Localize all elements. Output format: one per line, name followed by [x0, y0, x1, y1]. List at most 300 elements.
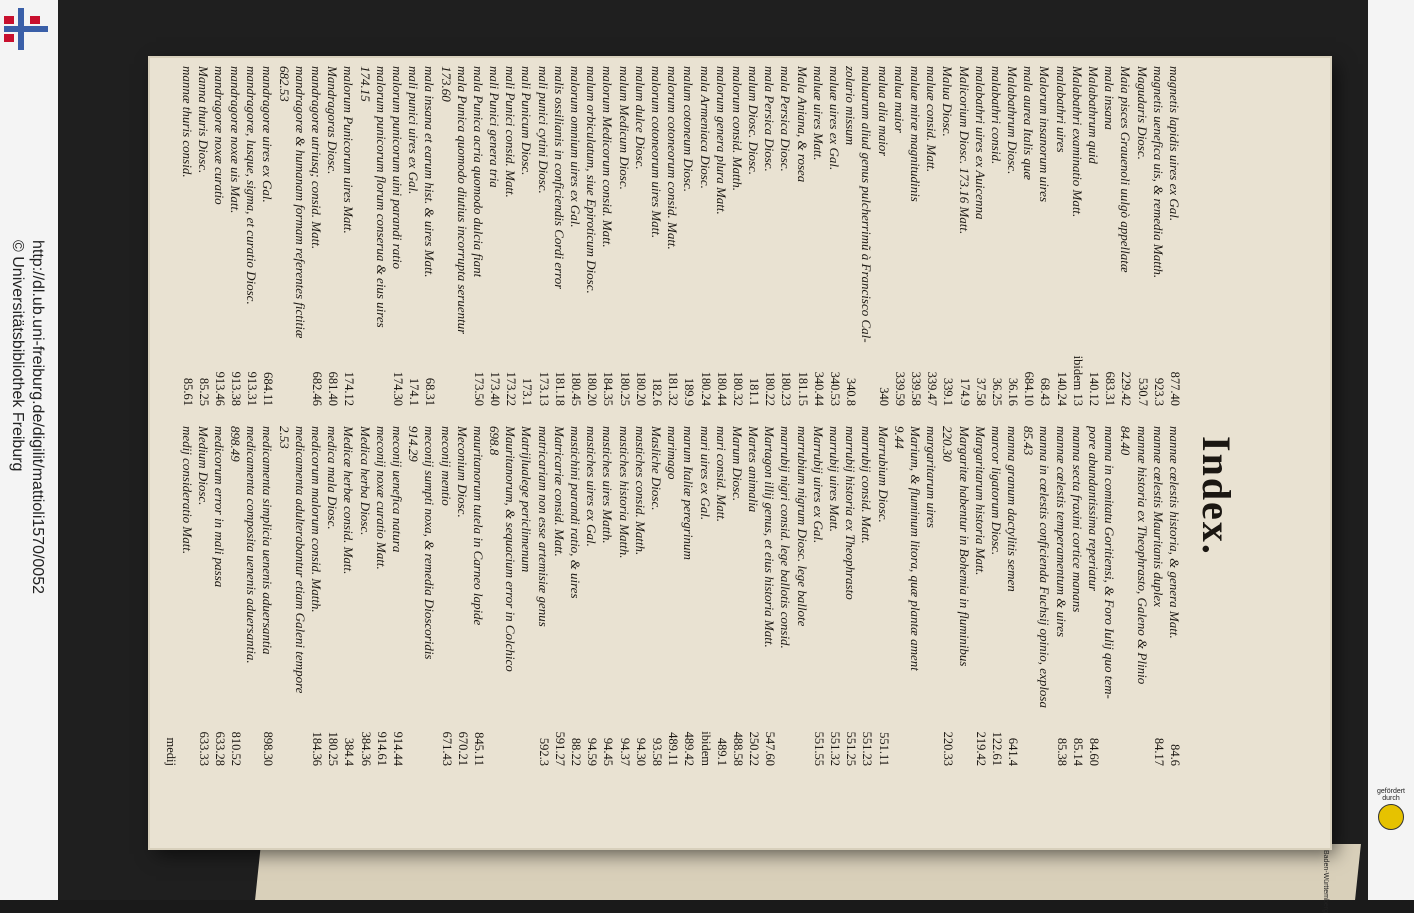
index-term: 914.29	[406, 426, 422, 462]
index-entry	[259, 66, 275, 406]
index-term: mala aurea Italis quæ	[1021, 66, 1037, 180]
index-entry	[470, 426, 486, 766]
index-term: 698.8	[487, 426, 503, 456]
index-term: meconij sumpti noxa, & remedia Dioscoridis	[422, 426, 438, 660]
index-entry	[389, 66, 405, 406]
index-entry	[211, 426, 227, 766]
index-term: malorum Punicorum uires Matt.	[341, 66, 357, 234]
index-page-ref: 36.16	[1006, 377, 1021, 406]
index-term: mala Persica Diosc.	[778, 66, 794, 172]
index-term: Medica herba Diosc.	[357, 426, 373, 536]
index-term: malabathri consid.	[988, 66, 1004, 165]
index-term: Margaritarum historia Matt.	[972, 426, 988, 576]
index-entry	[470, 66, 486, 406]
index-entry	[955, 426, 971, 766]
index-entry	[178, 66, 194, 406]
index-term: manna secta fraxini cortice manans	[1069, 426, 1085, 613]
index-term: Matrijlualege periclimenum	[519, 426, 535, 573]
index-entry	[648, 426, 664, 766]
index-page-ref: 180.25	[617, 371, 632, 406]
index-entry	[1004, 66, 1020, 406]
index-page-ref: 180.32	[730, 371, 745, 406]
index-page-ref: 189.9	[682, 377, 697, 406]
viewer-url-link[interactable]: http://dl.ub.uni-freiburg.de/digilit/mattioli1570/0052	[29, 240, 46, 594]
index-page-ref: ibidem 13	[1070, 355, 1085, 406]
index-term: malum Medicum Diosc.	[616, 66, 632, 190]
index-entry	[777, 66, 793, 406]
index-entry	[405, 66, 421, 406]
index-term: mandragoræ noxæ curatio	[211, 66, 227, 205]
index-entry	[373, 426, 389, 766]
index-entry	[518, 66, 534, 406]
funded-by-label: gefördert durch	[1376, 788, 1406, 802]
index-page-ref: 913.31	[245, 371, 260, 406]
index-column-left	[178, 66, 1182, 406]
index-entry	[1036, 426, 1052, 766]
index-page-ref: 173.1	[520, 377, 535, 406]
index-term: medij consideratio Matt.	[179, 426, 195, 555]
index-page-ref: 122.61	[989, 731, 1004, 766]
index-entry	[599, 66, 615, 406]
index-entry	[324, 426, 340, 766]
index-entry	[794, 426, 810, 766]
index-page-ref: 68.31	[423, 377, 438, 406]
index-entry	[502, 66, 518, 406]
index-term: Martagon illij genus, et eius historia Matt.	[762, 426, 778, 648]
index-entry	[1085, 66, 1101, 406]
index-term: medicamenta adulterabantur etiam Galeni tempore	[292, 426, 308, 694]
index-term: 84.40	[1118, 426, 1134, 456]
index-term: Malua Diosc.	[940, 66, 956, 137]
index-term: zolario missum	[843, 66, 859, 146]
index-entry	[1020, 66, 1036, 406]
index-term: malorum genera plura Matt.	[713, 66, 729, 215]
index-page-ref: 641.4	[1006, 737, 1021, 766]
index-entry	[243, 426, 259, 766]
index-page-ref: 551.25	[844, 731, 859, 766]
index-term: maluarum aliud genus pulcherrimũ à Francisco Cal-	[859, 66, 875, 343]
index-term: Maia pisces Grauenoli uulgò appellatæ	[1118, 66, 1134, 273]
index-term: Masliche Diosc.	[649, 426, 664, 511]
index-entry	[1004, 426, 1020, 766]
index-term: medicorum error in mali passa	[211, 426, 227, 588]
index-page-ref: 174.1	[407, 377, 422, 406]
index-page-ref: 551.32	[828, 731, 843, 766]
index-page-ref: 845.11	[471, 732, 486, 766]
index-entry	[567, 66, 583, 406]
index-term: mala insana	[1102, 66, 1118, 130]
index-term: Malicorium Diosc. 173.16 Matt.	[956, 66, 972, 235]
index-entry	[308, 66, 324, 406]
index-entry	[389, 426, 405, 766]
index-page-ref: 339.47	[925, 371, 940, 406]
index-entry	[243, 66, 259, 406]
index-entry	[632, 426, 648, 766]
index-term: Marrubij uires ex Gal.	[810, 426, 826, 544]
index-page-ref: 489.42	[682, 731, 697, 766]
index-page-ref: 94.37	[617, 737, 632, 766]
index-term: 220.30	[940, 426, 956, 462]
index-term: maluæ miræ magnitudinis	[908, 66, 923, 202]
index-term: manna in comitatu Goritiensi, & Foro Iulij quo tem-	[1102, 426, 1118, 699]
index-term: Matricariæ consid. Matt.	[551, 426, 567, 557]
index-entry	[599, 426, 615, 766]
index-entry	[486, 66, 502, 406]
index-page-ref: 914.61	[374, 731, 389, 766]
index-entry	[292, 426, 308, 766]
index-page-ref: 140.24	[1054, 371, 1069, 406]
index-term: Meconium Diosc.	[454, 426, 470, 518]
index-term: mali Punici consid. Matt.	[503, 66, 519, 198]
index-entry	[1069, 426, 1085, 766]
index-page-ref: 683.31	[1103, 371, 1118, 406]
index-page-ref: 913.46	[212, 371, 227, 406]
index-page-ref: 84.60	[1087, 737, 1102, 766]
index-entry	[874, 66, 890, 406]
index-entry	[324, 66, 340, 406]
index-page-ref: 94.59	[585, 737, 600, 766]
index-page-ref: 340.8	[844, 377, 859, 406]
index-term: Manna thuris Diosc.	[195, 66, 211, 174]
index-term: 85.43	[1021, 426, 1037, 456]
index-page-ref: 180.25	[326, 731, 341, 766]
index-column-right	[162, 426, 1182, 766]
index-term: Marrubium Diosc.	[875, 426, 891, 523]
index-page-ref: 250.22	[747, 731, 762, 766]
index-page-ref: 180.20	[585, 371, 600, 406]
index-entry	[810, 426, 826, 766]
index-term: mannæ historia ex Theophrasto, Galeno & Plinio	[1134, 426, 1150, 685]
index-entry	[1101, 66, 1117, 406]
index-term: meconij uenefica natura	[390, 426, 405, 553]
index-page-ref: 94.30	[633, 737, 648, 766]
index-term: Medium Diosc.	[195, 426, 211, 506]
university-logo-icon	[2, 6, 52, 52]
index-term: mannæ cœlestis temperamentum & uires	[1053, 426, 1069, 638]
index-page-ref: ibidem	[698, 731, 713, 766]
index-term: Mala Aniana, & rosea	[794, 66, 810, 183]
index-page-ref: 88.22	[569, 737, 584, 766]
index-page-ref: 489.1	[714, 737, 729, 766]
index-entry	[227, 66, 243, 406]
index-entry	[713, 66, 729, 406]
index-page-ref: 85.14	[1070, 737, 1085, 766]
index-page-ref: 84.6	[1168, 744, 1182, 766]
index-entry	[567, 426, 583, 766]
index-term: mastiches uires ex Gal.	[584, 426, 600, 547]
index-term: Marium, & fluminum litora, quæ plantæ ament	[908, 426, 923, 671]
viewer-sidebar	[0, 0, 59, 900]
index-entry	[1117, 66, 1133, 406]
index-entry	[1150, 426, 1166, 766]
index-term: marrubij consid. Matt.	[859, 426, 875, 544]
index-term: Margaritæ habentur in Bohemia in fluminibus	[956, 426, 972, 667]
index-entry	[1117, 426, 1133, 766]
index-entry	[955, 66, 971, 406]
index-entry	[907, 66, 923, 406]
index-term: marrubij nigri consid. lege ballotis consid.	[778, 426, 794, 649]
index-term: malua alia maior	[875, 66, 891, 157]
index-term: mastichini parandi ratio, & uires	[568, 426, 584, 599]
index-term: Malabathrum Diosc.	[1005, 66, 1021, 175]
index-page-ref: 36.25	[989, 377, 1004, 406]
index-term: mala Armeniaca Diosc.	[697, 66, 713, 189]
index-term: malum orbiculatum, siue Epiroticum Diosc.	[584, 66, 600, 294]
index-term: malorum cotoneorum consid. Matt.	[665, 66, 681, 250]
index-term: medica mala Diosc.	[325, 426, 341, 530]
index-page-ref: 384.36	[358, 731, 373, 766]
index-page-ref: 94.45	[601, 737, 616, 766]
index-entry	[664, 66, 680, 406]
index-page-ref: 551.55	[811, 731, 826, 766]
index-entry	[421, 426, 437, 766]
index-term: malorum cotoneorum uires Matt.	[649, 66, 664, 239]
index-term: Mandragoras Diosc.	[325, 66, 341, 175]
index-page-content	[160, 66, 1240, 826]
index-page-ref: 219.42	[973, 731, 988, 766]
index-entry	[939, 426, 955, 766]
index-entry	[615, 66, 631, 406]
index-entry	[178, 426, 194, 766]
index-entry	[454, 66, 470, 406]
index-term: maluæ consid. Matt.	[924, 66, 940, 173]
state-emblem-icon	[1378, 804, 1404, 830]
index-page-ref: 85.61	[180, 377, 195, 406]
index-term: malum dulce Diosc.	[632, 66, 648, 170]
index-term: marcor ligatorum Diosc.	[988, 426, 1004, 556]
index-entry	[1101, 426, 1117, 766]
index-entry	[340, 426, 356, 766]
index-term: meconij noxæ curatio Matt.	[373, 426, 389, 570]
index-entry	[292, 66, 308, 406]
index-entry	[340, 66, 356, 406]
index-page-ref: 684.11	[261, 372, 276, 406]
index-entry	[227, 426, 243, 766]
index-entry	[761, 426, 777, 766]
index-term: 174.15	[357, 66, 373, 102]
index-entry	[583, 426, 599, 766]
index-term: marum Italiæ peregrinum	[681, 426, 697, 560]
index-page-ref: 68.43	[1038, 377, 1053, 406]
index-entry	[745, 426, 761, 766]
index-entry	[1020, 426, 1036, 766]
index-page-ref: 339.58	[909, 371, 923, 406]
index-page-ref: 84.17	[1151, 737, 1166, 766]
index-page-ref: 339.59	[892, 371, 907, 406]
index-entry	[535, 66, 551, 406]
index-term: manna in cœlestis conficienda Fuchsij opinio, explosa	[1037, 426, 1053, 708]
index-entry	[729, 426, 745, 766]
index-entry	[761, 66, 777, 406]
index-term: malorum consid. Matth.	[729, 66, 745, 191]
index-entry	[405, 426, 421, 766]
index-term: malorum Medicorum consid. Matt.	[600, 66, 616, 248]
index-page-ref: 37.58	[973, 377, 988, 406]
index-term: malua maior	[891, 66, 907, 133]
index-page-ref: 93.58	[650, 737, 664, 766]
index-entry	[373, 66, 389, 406]
index-page-ref: 914.44	[391, 731, 405, 766]
index-page-ref: 671.43	[439, 731, 454, 766]
index-page-ref: 173.50	[471, 371, 486, 406]
funder-strip	[1321, 0, 1414, 913]
index-entry	[1053, 426, 1069, 766]
index-entry	[518, 426, 534, 766]
index-term: mala Punica quomodo diutius incorrupta seruentur	[454, 66, 470, 335]
index-page-ref: 180.44	[714, 371, 729, 406]
index-term: malum Diosc. Diosc.	[746, 66, 762, 176]
index-entry	[1069, 66, 1085, 406]
index-entry	[1133, 66, 1149, 406]
index-entry	[923, 426, 939, 766]
index-entry	[826, 426, 842, 766]
index-entry	[988, 426, 1004, 766]
index-term: mala Persica Diosc.	[762, 66, 778, 172]
index-page-ref: 181.15	[795, 371, 810, 406]
index-term: 682.53	[276, 66, 292, 102]
index-page-ref: 633.33	[196, 731, 211, 766]
index-page-ref: 670.21	[455, 731, 470, 766]
index-page-ref: 220.33	[941, 731, 956, 766]
index-entry	[729, 66, 745, 406]
funder-block	[1374, 788, 1408, 832]
index-page-ref: 140.12	[1087, 371, 1102, 406]
index-page-ref: 174.12	[342, 371, 357, 406]
index-entry	[583, 66, 599, 406]
index-page-ref: 682.46	[310, 371, 325, 406]
index-term: 898.49	[228, 426, 244, 462]
index-entry	[276, 66, 292, 406]
index-term: 173.60	[438, 66, 454, 102]
index-entry	[680, 426, 696, 766]
index-page-ref: 592.3	[536, 737, 551, 766]
index-page-ref: 229.42	[1119, 371, 1134, 406]
index-term: mandragoræ, lusque, sigma, et curatio Diosc.	[244, 66, 260, 305]
index-term: marrubium nigrum Diosc. lege ballote	[794, 426, 810, 627]
index-entry	[858, 66, 874, 406]
index-term: 2.53	[276, 426, 292, 449]
index-entry	[308, 426, 324, 766]
index-entry	[437, 66, 453, 406]
index-term: mala insana et earum hist. & uires Matt.	[422, 66, 438, 278]
index-entry	[259, 426, 275, 766]
index-entry	[632, 66, 648, 406]
index-term: 9.44	[891, 426, 907, 449]
index-term: malorum punicorum florum conserua & eius uires	[373, 66, 389, 328]
index-term: maluæ uires ex Gal.	[827, 66, 843, 171]
index-term: mandragoræ noxæ uis Matt.	[228, 66, 244, 214]
index-entry	[356, 66, 372, 406]
index-term: mastiches historia Matth.	[616, 426, 632, 559]
index-page-ref: 181.1	[747, 377, 762, 406]
index-page-ref: 180.20	[633, 371, 648, 406]
index-term: mandragoræ uires ex Gal.	[260, 66, 276, 203]
index-page-ref: 181.32	[666, 371, 681, 406]
next-page-edge	[255, 844, 1361, 900]
index-page-ref: 180.45	[569, 371, 584, 406]
index-term: malorum punicorum uini parandi ratio	[390, 66, 405, 269]
index-term: mastiches uires Matth.	[600, 426, 616, 544]
index-entry	[907, 426, 923, 766]
index-entry	[891, 66, 907, 406]
index-page-ref: 173.13	[536, 371, 551, 406]
index-entry	[551, 426, 567, 766]
index-page-ref: 591.27	[552, 731, 567, 766]
index-page-ref: medij	[164, 737, 179, 766]
index-term: magnetis uenefica uis, & remedia Matth.	[1150, 66, 1166, 279]
index-page-ref: 184.35	[601, 371, 616, 406]
index-page-ref: 340	[876, 387, 891, 406]
index-entry	[1053, 66, 1069, 406]
index-entry	[842, 426, 858, 766]
index-term: mannæ cœlestis historia, & genera Matt.	[1167, 426, 1182, 639]
scan-image	[58, 0, 1368, 900]
index-page-ref: 184.36	[310, 731, 325, 766]
index-entry	[276, 426, 292, 766]
index-term: Medicæ herbæ consid. Matt.	[341, 426, 357, 575]
index-term: margaritarum uires	[924, 426, 940, 528]
index-page-ref: 489.11	[666, 732, 681, 766]
index-page-ref: 85.38	[1054, 737, 1069, 766]
index-page-ref: 488.58	[730, 731, 745, 766]
index-term: maluæ uires Matt.	[810, 66, 826, 161]
index-term: malis ossilianis in conficiendis Cordi error	[551, 66, 567, 290]
index-entry	[486, 426, 502, 766]
index-term: Magudaris Diosc.	[1134, 66, 1150, 160]
index-entry	[421, 66, 437, 406]
index-entry	[502, 426, 518, 766]
index-page-ref: 551.23	[860, 731, 875, 766]
index-term: malum cotoneum Diosc.	[681, 66, 697, 193]
index-page-ref: 182.6	[650, 377, 664, 406]
index-term: malabathri uires ex Auicenna	[972, 66, 988, 220]
index-entry	[891, 426, 907, 766]
index-entry	[1150, 66, 1166, 406]
index-term: mali Punici genera tria	[487, 66, 503, 188]
index-page-ref: 180.22	[763, 371, 778, 406]
index-term: mandragoræ utriusq; consid. Matt.	[309, 66, 325, 250]
index-entry	[923, 66, 939, 406]
index-entry	[648, 66, 664, 406]
index-entry	[696, 66, 712, 406]
region-label: Baden-Württemberg	[1321, 850, 1329, 913]
index-page-ref: 384.4	[342, 737, 357, 766]
viewer-copyright: © Universitätsbibliothek Freiburg	[9, 240, 26, 472]
index-entry	[1085, 426, 1101, 766]
index-term: pore abundantissima reperiatur	[1086, 426, 1102, 592]
index-entry	[972, 66, 988, 406]
index-entry	[162, 426, 178, 766]
index-term: mari consid. Matt.	[713, 426, 729, 523]
index-page-ref: 530.7	[1135, 377, 1150, 406]
index-page-ref: 181.18	[552, 371, 567, 406]
index-term: mandragoræ & humanam formam referentes fictitiæ	[292, 66, 308, 339]
index-page-ref: 684.10	[1022, 371, 1037, 406]
index-entry	[745, 66, 761, 406]
index-entry	[615, 426, 631, 766]
index-term: mauritanorum tutela in Carneo lapide	[470, 426, 486, 626]
index-page-ref: 340.53	[828, 371, 843, 406]
index-term: meconij mentio	[438, 426, 454, 506]
index-term: mari uires ex Gal.	[697, 426, 713, 521]
index-term: malabathri uires	[1053, 66, 1069, 153]
index-page-ref: 339.1	[941, 377, 956, 406]
index-page-ref: 551.11	[876, 732, 891, 766]
index-entry	[664, 426, 680, 766]
index-entry	[713, 426, 729, 766]
index-term: medicamenta simplicia uenenis aduersantia	[260, 426, 276, 655]
index-page-ref: 877.40	[1168, 371, 1182, 406]
